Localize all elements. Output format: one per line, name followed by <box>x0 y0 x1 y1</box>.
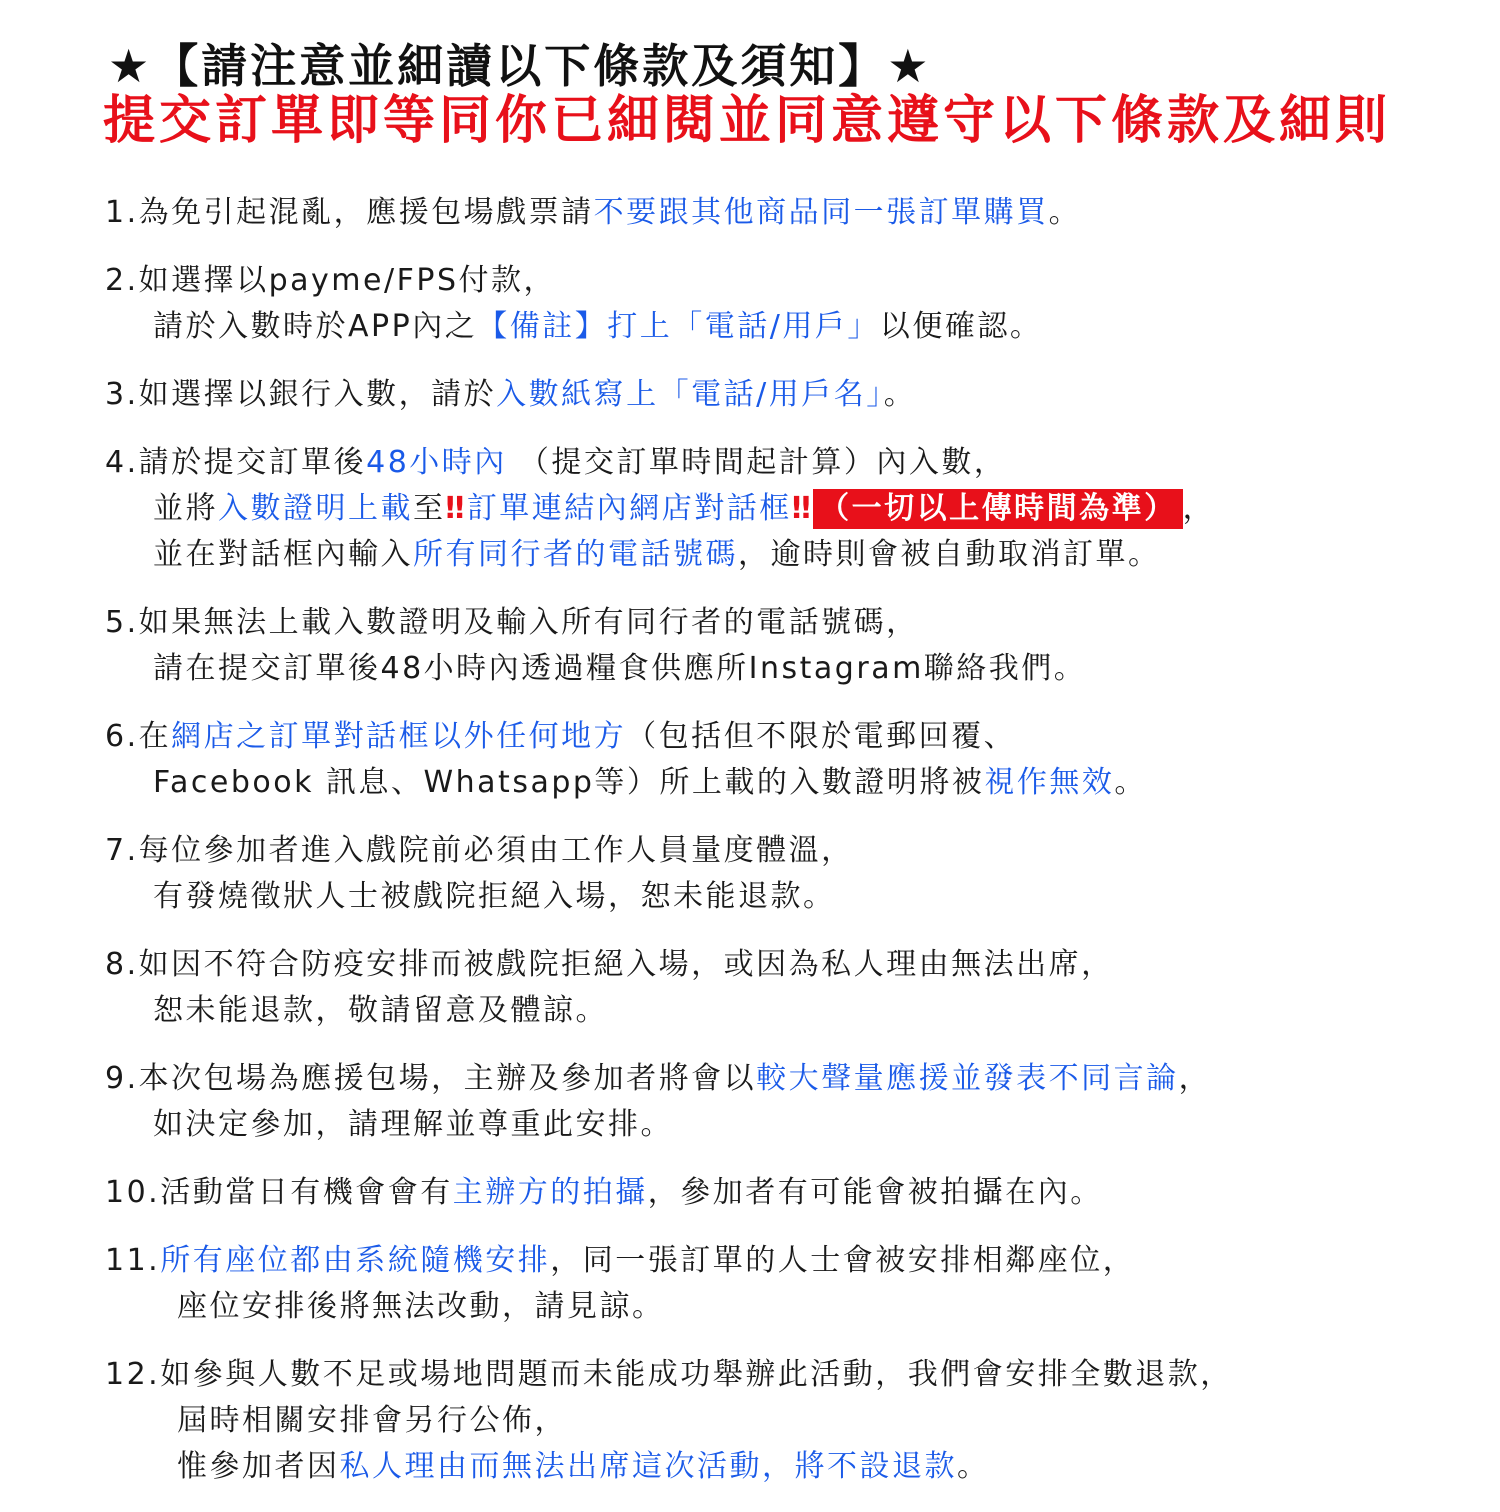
term-text: 請在提交訂單後48小時內透過糧食供應所Instagram聯絡我們。 <box>153 651 1087 686</box>
term-text: 。 <box>883 377 917 412</box>
term-text: 。 <box>1114 765 1147 800</box>
term-text: 屆時相關安排會另行公佈， <box>177 1403 567 1438</box>
highlighted-text: 入數證明上載 <box>218 491 413 526</box>
term-text: 如因不符合防疫安排而被戲院拒絕入場，或因為私人理由無法出席， <box>138 947 1114 982</box>
term-text: 如果無法上載入數證明及輸入所有同行者的電話號碼， <box>138 605 919 640</box>
term-line <box>105 1238 1475 1284</box>
term-text: 為免引起混亂，應援包場戲票請 <box>138 195 594 230</box>
term-number: 3. <box>105 377 139 412</box>
highlighted-text: 較大聲量應援並發表不同言論 <box>756 1061 1179 1096</box>
term-text: 惟參加者因 <box>177 1449 340 1484</box>
term-line <box>105 646 1475 692</box>
highlighted-text: 所有座位都由系統隨機安排 <box>160 1243 551 1278</box>
term-text: ， <box>1178 1061 1212 1096</box>
highlighted-text: 私人理由而無法出席這次活動，將不設退款 <box>339 1449 957 1484</box>
term-text: ，逾時則會被自動取消訂單。 <box>738 537 1161 572</box>
term-line <box>105 1056 1475 1102</box>
term-number: 11. <box>105 1243 161 1278</box>
term-line <box>105 828 1475 874</box>
term-line <box>105 1352 1475 1398</box>
term-line <box>105 1284 1475 1330</box>
term-number: 5. <box>105 605 139 640</box>
highlighted-text: 主辦方的拍攝 <box>452 1175 648 1210</box>
term-text: 每位參加者進入戲院前必須由工作人員量度體溫， <box>138 833 854 868</box>
term-line <box>105 1444 1475 1490</box>
term-line <box>105 1102 1475 1148</box>
term-line <box>105 486 1475 532</box>
term-number: 8. <box>105 947 139 982</box>
term-number: 6. <box>105 719 139 754</box>
term-item <box>105 828 1475 920</box>
term-text: （提交訂單時間起計算）內入數， <box>506 445 1007 480</box>
term-text: 恕未能退款，敬請留意及體諒。 <box>153 993 608 1028</box>
highlighted-text: 視作無效 <box>984 765 1115 800</box>
highlighted-text: 不要跟其他商品同一張訂單購買 <box>593 195 1049 230</box>
highlighted-text: 網店之訂單對話框以外任何地方 <box>171 719 627 754</box>
term-line <box>105 304 1475 350</box>
highlighted-text: 訂單連結內網店對話框 <box>466 491 792 526</box>
term-item <box>105 600 1475 692</box>
term-item <box>105 190 1475 236</box>
highlighted-text: 所有同行者的電話號碼 <box>413 537 738 572</box>
term-text: 有發燒徵狀人士被戲院拒絕入場，恕未能退款。 <box>153 879 836 914</box>
term-item <box>105 1056 1475 1148</box>
term-text: 請於入數時於APP內之 <box>153 309 478 344</box>
term-item <box>105 440 1475 578</box>
term-number: 4. <box>105 445 139 480</box>
term-text: 在 <box>138 719 172 754</box>
term-line <box>105 760 1475 806</box>
term-line <box>105 1170 1475 1216</box>
term-item <box>105 258 1475 350</box>
term-item <box>105 714 1475 806</box>
highlighted-text: 48小時內 <box>366 445 507 480</box>
term-number: 2. <box>105 263 139 298</box>
term-number: 1. <box>105 195 139 230</box>
term-line <box>105 942 1475 988</box>
term-text: （包括但不限於電郵回覆、 <box>626 719 1017 754</box>
term-line <box>105 190 1475 236</box>
agreement-subtitle: 提交訂單即等同你已細閱並同意遵守以下條款及細則 <box>103 91 1392 151</box>
term-text: 如參與人數不足或場地問題而未能成功舉辦此活動，我們會安排全數退款， <box>160 1357 1233 1392</box>
term-line <box>105 440 1475 486</box>
term-line <box>105 714 1475 760</box>
term-line <box>105 1398 1475 1444</box>
term-number: 12. <box>105 1357 161 1392</box>
term-text: 至 <box>413 491 446 526</box>
warning-box: （一切以上傳時間為準） <box>813 489 1183 529</box>
term-text: 如選擇以銀行入數，請於 <box>138 377 497 412</box>
term-text: 以便確認。 <box>879 309 1043 344</box>
term-number: 7. <box>105 833 139 868</box>
term-item <box>105 1238 1475 1330</box>
term-text: ，同一張訂單的人士會被安排相鄰座位， <box>550 1243 1136 1278</box>
term-text: 如決定參加，請理解並尊重此安排。 <box>153 1107 673 1142</box>
term-item <box>105 372 1475 418</box>
term-number: 10. <box>105 1175 161 1210</box>
term-item <box>105 942 1475 1034</box>
term-text: 座位安排後將無法改動，請見諒。 <box>177 1289 665 1324</box>
terms-list <box>105 190 1475 1512</box>
warning-mark: ‼ <box>445 491 467 526</box>
highlighted-text: 【備註】打上「電話/用戶」 <box>477 309 880 344</box>
term-text: 並將 <box>153 491 218 526</box>
term-item <box>105 1170 1475 1216</box>
term-text: 活動當日有機會會有 <box>160 1175 453 1210</box>
term-text: 本次包場為應援包場，主辦及參加者將會以 <box>138 1061 757 1096</box>
term-text: 。 <box>1048 195 1082 230</box>
term-item <box>105 1352 1475 1490</box>
highlighted-text: 入數紙寫上「電話/用戶名」 <box>496 377 884 412</box>
term-line <box>105 372 1475 418</box>
notice-title: ★【請注意並細讀以下條款及須知】★ <box>108 39 932 93</box>
term-text: 並在對話框內輸入 <box>153 537 413 572</box>
term-text: 如選擇以payme/FPS付款， <box>138 263 556 298</box>
warning-mark: ‼ <box>791 491 814 526</box>
term-text: 。 <box>957 1449 990 1484</box>
term-line <box>105 532 1475 578</box>
term-line <box>105 600 1475 646</box>
term-text: 請於提交訂單後 <box>138 445 367 480</box>
term-text: ，參加者有可能會被拍攝在內。 <box>647 1175 1103 1210</box>
term-line <box>105 874 1475 920</box>
term-line <box>105 988 1475 1034</box>
term-number: 9. <box>105 1061 139 1096</box>
term-line <box>105 258 1475 304</box>
term-text: ， <box>1182 491 1216 526</box>
term-text: Facebook 訊息、Whatsapp等）所上載的入數證明將被 <box>153 765 985 800</box>
